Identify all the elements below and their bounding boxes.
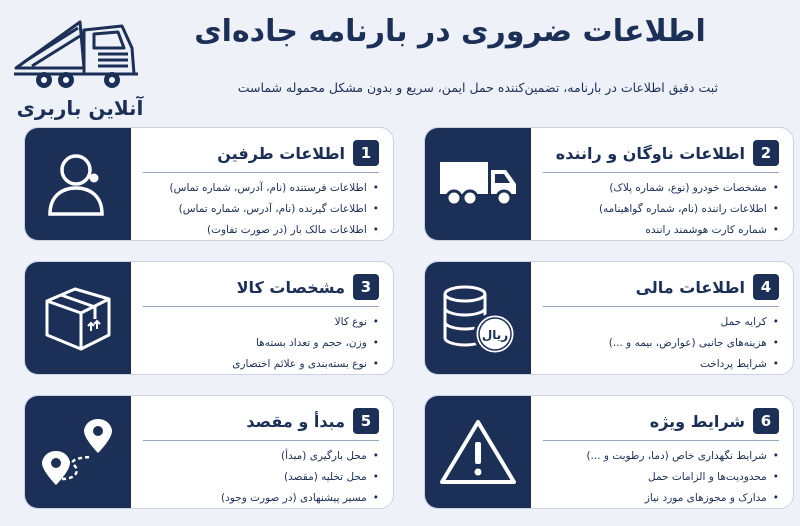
- person-icon: [42, 148, 114, 220]
- card-list: [143, 312, 379, 375]
- card-fleet-driver: [424, 127, 794, 241]
- list-item: • محل بارگیری (مبدأ): [143, 446, 379, 467]
- card-title: اطلاعات مالی: [635, 277, 745, 297]
- list-item: • اطلاعات مالک بار (در صورت تفاوت): [143, 220, 379, 241]
- list-item: • نوع کالا: [143, 312, 379, 333]
- list-item: • شماره کارت هوشمند راننده: [543, 220, 779, 241]
- icon-box: [425, 128, 531, 240]
- page-subtitle: ثبت دقیق اطلاعات در بارنامه، تضمین‌کننده حمل ایمن، سریع و بدون مشکل محموله شماست: [237, 80, 718, 95]
- card-head: [246, 408, 379, 434]
- card-goods: [24, 261, 394, 375]
- card-origin-destination: [24, 395, 394, 509]
- icon-box: [425, 396, 531, 508]
- card-head: [237, 274, 379, 300]
- divider: [543, 440, 779, 441]
- card-number: 1: [353, 140, 379, 166]
- card-title: اطلاعات طرفین: [217, 143, 345, 163]
- list-item: • کرایه حمل: [543, 312, 779, 333]
- divider: [543, 306, 779, 307]
- card-number: 5: [353, 408, 379, 434]
- card-title: مشخصات کالا: [236, 277, 345, 297]
- coin-label: ریال: [481, 328, 509, 342]
- card-number: 2: [753, 140, 779, 166]
- box-icon: [39, 279, 117, 357]
- icon-box: [425, 262, 531, 374]
- card-list: [543, 178, 779, 241]
- card-title: شرایط ویژه: [649, 411, 745, 431]
- warning-icon: [438, 416, 518, 488]
- card-parties: [24, 127, 394, 241]
- truck-logo-icon: [10, 8, 150, 100]
- list-item: • هزینه‌های جانبی (عوارض، بیمه و ...): [543, 333, 779, 354]
- card-number: 3: [353, 274, 379, 300]
- coins-icon: [437, 278, 519, 358]
- card-head: [556, 140, 779, 166]
- icon-box: [25, 262, 131, 374]
- card-list: [543, 312, 779, 375]
- card-head: [636, 274, 779, 300]
- list-item: • محدودیت‌ها و الزامات حمل: [543, 467, 779, 488]
- card-number: 4: [753, 274, 779, 300]
- list-item: • مسیر پیشنهادی (در صورت وجود): [143, 488, 379, 509]
- logo: [10, 8, 150, 118]
- logo-text: آنلاین باربری: [16, 96, 144, 120]
- card-list: [143, 178, 379, 241]
- divider: [143, 172, 379, 173]
- divider: [143, 440, 379, 441]
- list-item: • اطلاعات راننده (نام، شماره گواهینامه): [543, 199, 779, 220]
- list-item: • مشخصات خودرو (نوع، شماره پلاک): [543, 178, 779, 199]
- card-list: [143, 446, 379, 509]
- card-title: مبدأ و مقصد: [246, 411, 345, 431]
- list-item: • وزن، حجم و تعداد بسته‌ها: [143, 333, 379, 354]
- icon-box: [25, 128, 131, 240]
- list-item: • شرایط نگهداری خاص (دما، رطوبت و ...): [543, 446, 779, 467]
- list-item: • اطلاعات گیرنده (نام، آدرس، شماره تماس): [143, 199, 379, 220]
- card-head: [217, 140, 379, 166]
- card-financial: [424, 261, 794, 375]
- card-number: 6: [753, 408, 779, 434]
- truck-icon: [436, 154, 520, 214]
- list-item: • مدارک و مجوزهای مورد نیاز: [543, 488, 779, 509]
- list-item: • شرایط پرداخت: [543, 354, 779, 375]
- card-head: [650, 408, 779, 434]
- page-title: اطلاعات ضروری در بارنامه جاده‌ای: [194, 14, 706, 49]
- route-icon: [36, 413, 120, 491]
- divider: [543, 172, 779, 173]
- card-title: اطلاعات ناوگان و راننده: [555, 143, 745, 163]
- list-item: • نوع بسته‌بندی و علائم اختصاری: [143, 354, 379, 375]
- card-list: [543, 446, 779, 509]
- list-item: • محل تخلیه (مقصد): [143, 467, 379, 488]
- divider: [143, 306, 379, 307]
- card-special-conditions: [424, 395, 794, 509]
- list-item: • اطلاعات فرستنده (نام، آدرس، شماره تماس): [143, 178, 379, 199]
- icon-box: [25, 396, 131, 508]
